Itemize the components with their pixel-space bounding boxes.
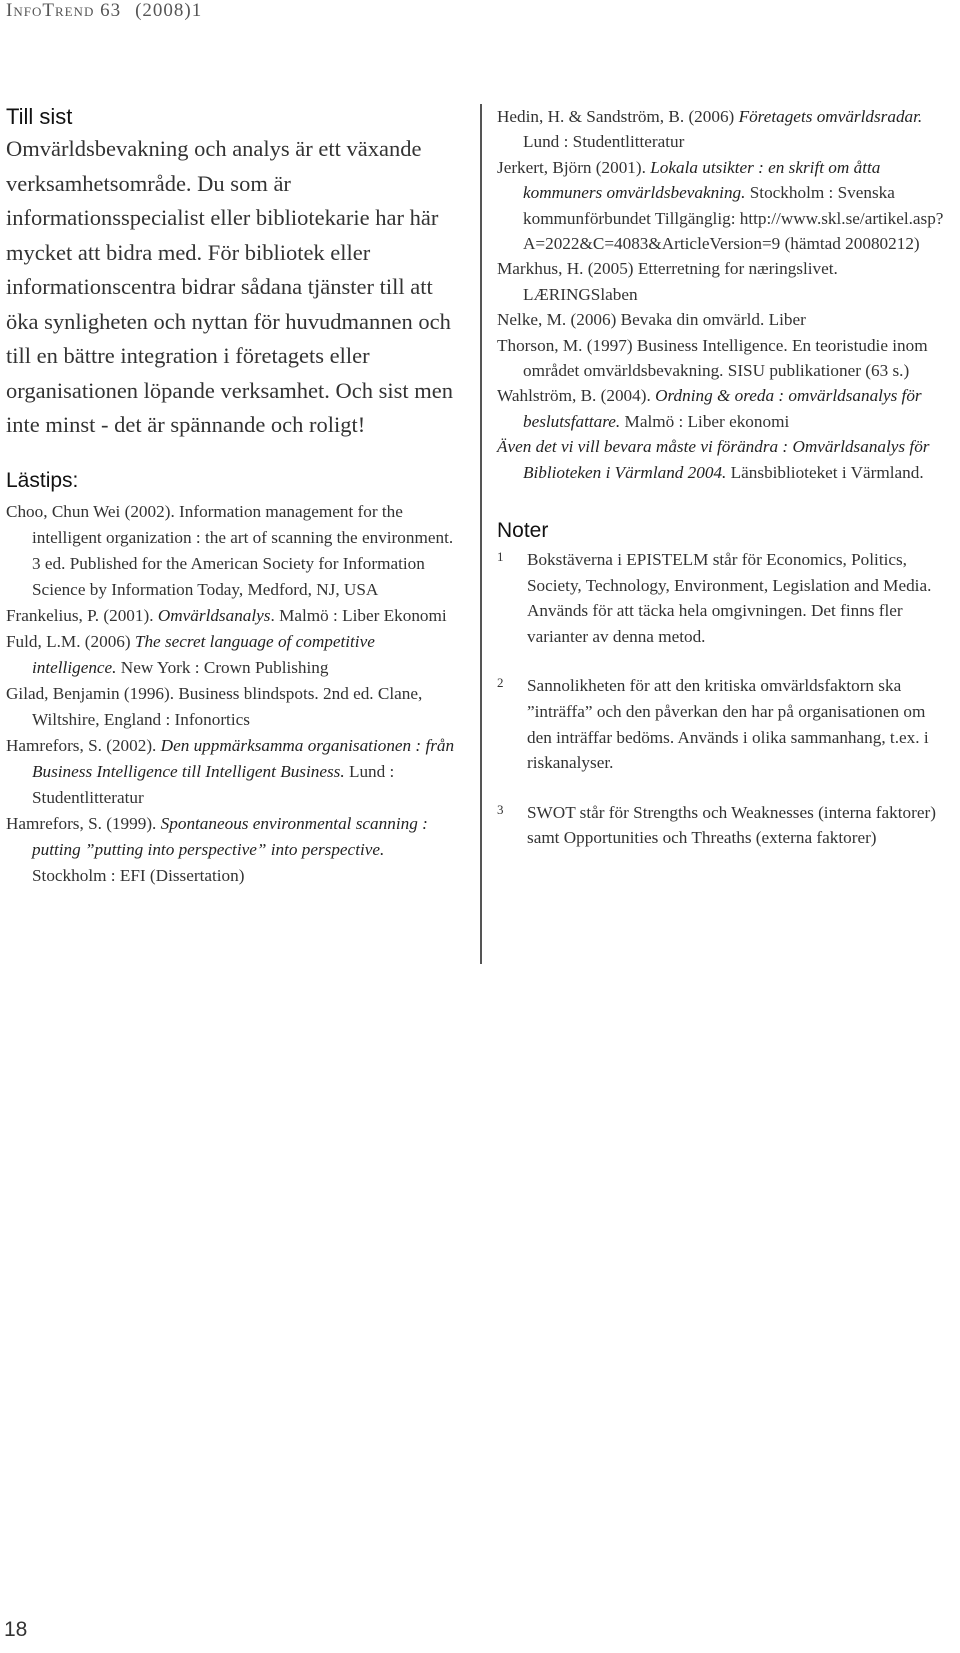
reference-item: Thorson, M. (1997) Business Intelligence. En teoristudie inom området omvärldsbevakning. SISU publikationer (63 s.) xyxy=(497,335,928,381)
reference-item: Choo, Chun Wei (2002). Information management for the intelligent organization : the art of scanning the environment. 3 ed. Published for the American Society for Information Science by Information Today, Medford, NJ, USA xyxy=(6,501,454,599)
footnote: 2 Sannolikheten för att den kritiska omvärldsfaktorn ska ”inträffa” och den påverkan den har på organisationen om den inträffar bedöms. Används i olika sammanhang, t.ex. i riskanalyser. xyxy=(497,673,953,775)
reference-item: Nelke, M. (2006) Bevaka din omvärld. Liber xyxy=(497,310,806,330)
reference-item: Hedin, H. & Sandström, B. (2006) Företagets omvärldsradar. Lund : Studentlitteratur xyxy=(497,107,923,152)
reference-item: Även det vi vill bevara måste vi förändra : Omvärldsanalys för Biblioteken i Värmland 2004. Länsbiblioteket i Värmland. xyxy=(497,437,930,482)
section-heading-till-sist: Till sist xyxy=(6,104,73,129)
reference-item: Gilad, Benjamin (1996). Business blindspots. 2nd ed. Clane, Wiltshire, England : Infonortics xyxy=(6,683,423,729)
reference-item: Frankelius, P. (2001). Omvärldsanalys. Malmö : Liber Ekonomi xyxy=(6,605,447,625)
reference-list-left xyxy=(6,499,461,889)
reference-item: Hamrefors, S. (1999). Spontaneous environmental scanning : putting ”putting into perspective” into perspective. Stockholm : EFI (Dissertation) xyxy=(6,813,428,885)
reference-item: Markhus, H. (2005) Etterretning for næringslivet. LÆRINGSlaben xyxy=(497,259,838,304)
reference-item: Fuld, L.M. (2006) The secret language of competitive intelligence. New York : Crown Publishing xyxy=(6,631,375,677)
footnote: 3 SWOT står för Strengths och Weaknesses (interna faktorer) samt Opportunities och Threaths (externa faktorer) xyxy=(497,800,953,851)
reference-item: Jerkert, Björn (2001). Lokala utsikter : en skrift om åtta kommuners omvärldsbevakning. Stockholm : Svenska kommunförbundet Tillgänglig: http://www.skl.se/artikel.asp?A=2022&C=4083&ArticleVersion=9 (hämtad 20080212) xyxy=(497,157,944,254)
left-column xyxy=(6,104,461,889)
right-column xyxy=(497,104,953,875)
intro-paragraph: Omvärldsbevakning och analys är ett växande verksamhetsområde. Du som är informationsspecialist eller bibliotekarie har här mycket att bidra med. För bibliotek eller informationscentra bidrar sådana tjänster till att öka synligheten och nyttan för huvudmannen och till en bättre integration i företagets eller organisationen löpande verksamhet. Och sist men inte minst - det är spännande och roligt! xyxy=(6,136,453,437)
reference-item: Hamrefors, S. (2002). Den uppmärksamma organisationen : från Business Intelligence till Intelligent Business. Lund : Studentlitteratur xyxy=(6,735,455,807)
footnote: 1 Bokstäverna i EPISTELM står för Economics, Politics, Society, Technology, Environment, Legislation and Media. Används för att täcka hela omgivningen. Det finns fler varianter av denna metod. xyxy=(497,547,953,649)
footnote-number: 1 xyxy=(497,549,504,565)
section-heading-noter: Noter xyxy=(497,519,549,543)
journal-title: InfoTrend 63 xyxy=(6,0,122,21)
notes-list xyxy=(497,547,953,851)
section-heading-lastips: Lästips: xyxy=(6,468,79,492)
running-header xyxy=(6,0,202,22)
footnote-number: 2 xyxy=(497,675,504,691)
footnote-number: 3 xyxy=(497,801,504,817)
column-divider xyxy=(480,104,482,964)
reference-list-right xyxy=(497,104,953,485)
reference-item: Wahlström, B. (2004). Ordning & oreda : omvärldsanalys för beslutsfattare. Malmö : Liber ekonomi xyxy=(497,386,922,431)
journal-issue: (2008)1 xyxy=(135,0,203,21)
page-number: 18 xyxy=(4,1618,28,1641)
